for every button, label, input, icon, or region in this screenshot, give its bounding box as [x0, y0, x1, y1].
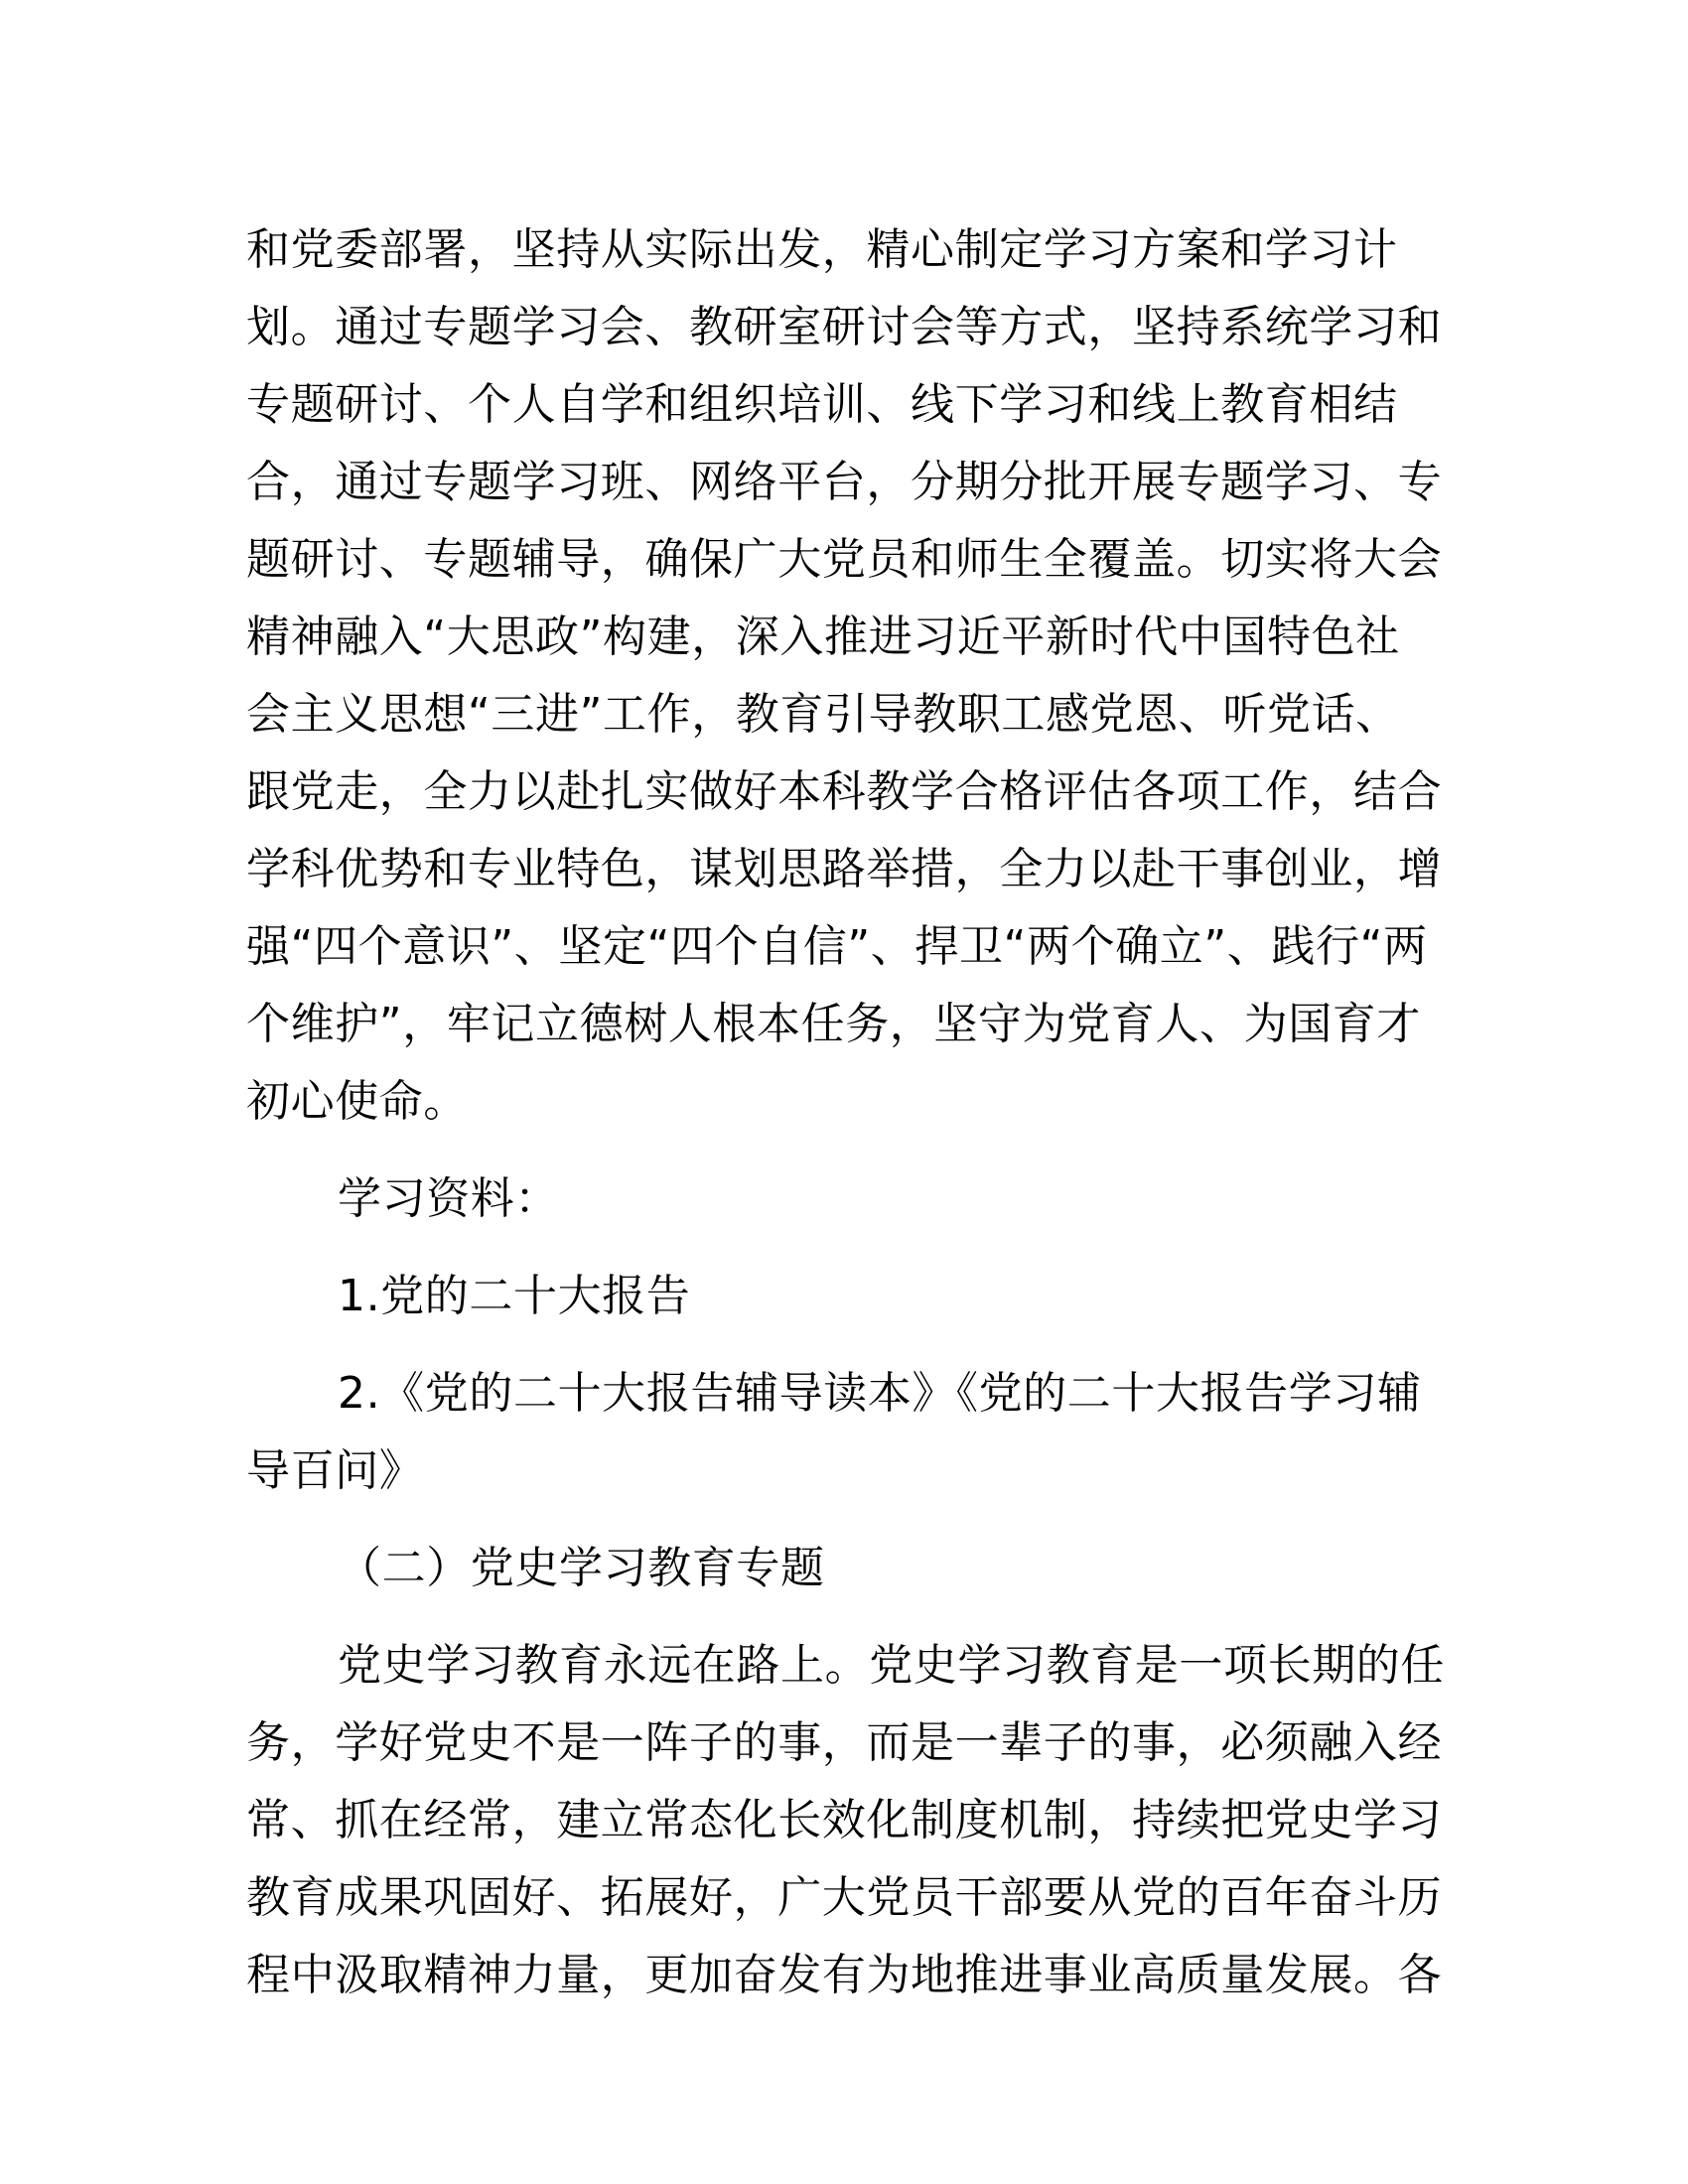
- text-line: 专题研讨、个人自学和组织培训、线下学习和线上教育相结: [246, 379, 1398, 430]
- study-material-item-2: 2.《党的二十大报告辅导读本》《党的二十大报告学习辅: [338, 1368, 1422, 1419]
- text-line: 教育成果巩固好、拓展好，广大党员干部要从党的百年奋斗历: [246, 1872, 1443, 1923]
- paragraph-spacer: [246, 1335, 1448, 1355]
- section-heading: （二）党史学习教育专题: [338, 1543, 825, 1593]
- text-line: 跟党走，全力以赴扎实做好本科教学合格评估各项工作，结合: [246, 766, 1443, 817]
- text-line: 题研讨、专题辅导，确保广大党员和师生全覆盖。切实将大会: [246, 534, 1443, 585]
- text-line: 和党委部署，坚持从实际出发，精心制定学习方案和学习计: [246, 224, 1398, 275]
- paragraph-spacer: [246, 1141, 1448, 1160]
- text-line: 会主义思想“三进”工作，教育引导教职工感党恩、听党话、: [246, 689, 1400, 740]
- text-line: 党史学习教育永远在路上。党史学习教育是一项长期的任: [338, 1640, 1445, 1691]
- paragraph-study-plan: [246, 211, 1448, 1141]
- text-line: 程中汲取精神力量，更加奋发有为地推进事业高质量发展。各: [246, 1950, 1443, 2000]
- text-line: 精神融入“大思政”构建，深入推进习近平新时代中国特色社: [246, 612, 1400, 662]
- study-materials-heading: 学习资料：: [338, 1173, 559, 1224]
- text-line: 合，通过专题学习班、网络平台，分期分批开展专题学习、专: [246, 457, 1443, 507]
- section-party-history: [246, 1530, 1448, 2014]
- paragraph-spacer: [246, 1238, 1448, 1258]
- text-line: 初心使命。: [246, 1076, 468, 1127]
- text-line: 学科优势和专业特色，谋划思路举措，全力以赴干事创业，增: [246, 844, 1443, 894]
- text-line: 划。通过专题学习会、教研室研讨会等方式，坚持系统学习和: [246, 302, 1443, 352]
- paragraph-spacer: [246, 1510, 1448, 1530]
- paragraph-spacer: [246, 1607, 1448, 1627]
- study-material-item-1: 1.党的二十大报告: [338, 1271, 691, 1321]
- text-line: 务，学好党史不是一阵子的事，而是一辈子的事，必须融入经: [246, 1717, 1443, 1768]
- study-material-item-2-continued: 导百问》: [246, 1445, 424, 1496]
- text-line: 常、抓在经常，建立常态化长效化制度机制，持续把党史学习: [246, 1795, 1443, 1845]
- document-body: [246, 211, 1448, 2014]
- study-materials: [246, 1160, 1448, 1510]
- text-line: 强“四个意识”、坚定“四个自信”、捍卫“两个确立”、践行“两: [246, 921, 1428, 972]
- text-line: 个维护”，牢记立德树人根本任务，坚守为党育人、为国育才: [246, 999, 1421, 1049]
